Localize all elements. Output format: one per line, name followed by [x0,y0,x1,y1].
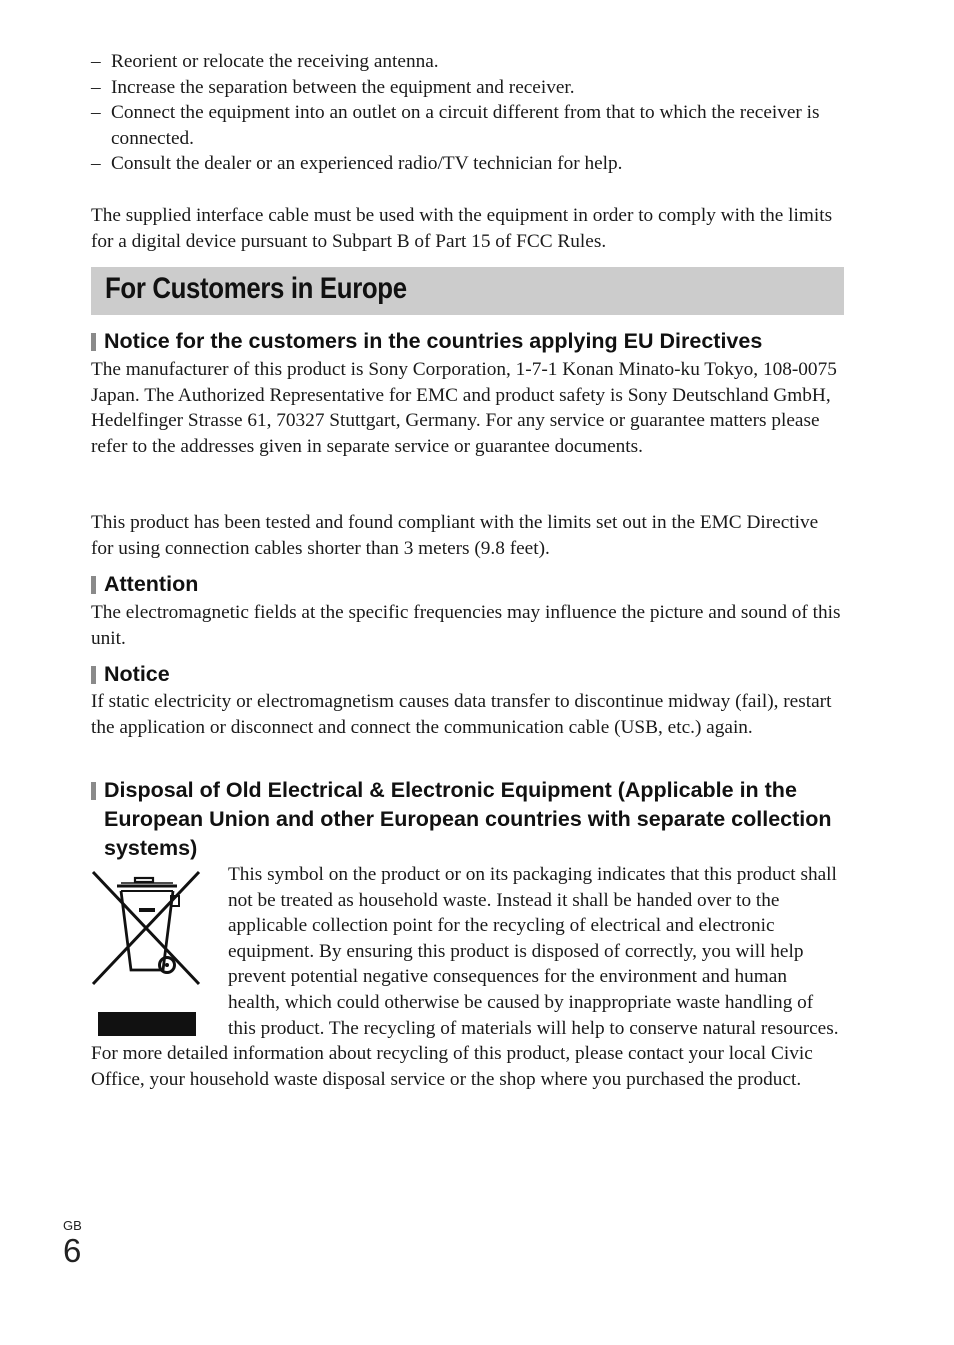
notice-heading [91,660,170,689]
section-title: For Customers in Europe [105,272,407,305]
attention-heading [91,570,198,599]
list-item [91,151,851,177]
region-code: GB [63,1218,82,1233]
interference-remedies-list [91,49,851,177]
eu-notice-heading-text: Notice for the customers in the countries applying EU Directives [104,329,763,353]
notice-heading-text: Notice [104,662,170,686]
heading-marker [91,576,96,594]
list-item-text: Increase the separation between the equipment and receiver. [111,76,575,98]
list-item-text: Consult the dealer or an experienced radio/TV technician for help. [111,153,623,175]
disposal-heading [91,776,851,863]
bullet-dash: – [91,102,101,124]
bullet-dash: – [91,153,101,175]
list-item-text: Reorient or relocate the receiving antenna. [111,51,439,72]
notice-paragraph: If static electricity or electromagnetism causes data transfer to discontinue midway (fail), restart the application or disconnect and connect the communication cable (USB, etc.) again. [91,691,832,738]
section-banner [91,267,844,315]
page-number: 6 [63,1232,82,1269]
list-item [91,75,851,101]
eu-notice-paragraph: The manufacturer of this product is Sony Corporation, 1-7-1 Konan Minato-ku Tokyo, 108-0075 Japan. The Authorized Representative for EMC and product safety is Sony Deutschland GmbH, Hedelfinger Strasse 61, 70327 Stuttgart, Germany. For any service or guarantee matters please refer to the addresses given in separate service or guarantee documents. [91,359,837,457]
attention-paragraph: The electromagnetic fields at the specific frequencies may influence the picture and sound of this unit. [91,602,841,649]
fcc-cable-note: The supplied interface cable must be used with the equipment in order to comply with the limits for a digital device pursuant to Subpart B of Part 15 of FCC Rules. [91,205,833,252]
page-folio [63,1219,82,1269]
disposal-paragraph-wrap [91,862,843,1092]
eu-notice-heading [91,327,851,356]
disposal-heading-text: Disposal of Old Electrical & Electronic Equipment (Applicable in the European Union and other European countries with separate collection systems) [104,778,832,860]
heading-marker [91,666,96,684]
heading-marker [91,782,96,800]
bullet-dash: – [91,76,101,98]
list-item [91,49,851,75]
emc-compliance-paragraph: This product has been tested and found compliant with the limits set out in the EMC Directive for using connection cables shorter than 3 meters (9.8 feet). [91,512,819,559]
attention-heading-text: Attention [104,572,199,596]
bullet-dash: – [91,51,101,72]
disposal-paragraph: This symbol on the product or on its packaging indicates that this product shall not be treated as household waste. Instead it shall be handed over to the applicable collection point for the recycling of electrical and electronic equipment. By ensuring this product is disposed of correctly, you will help prevent potential negative consequences for the environment and human health, which could otherwise be caused by inappropriate waste handling of this product. The recycling of materials will help to conserve natural resources. For more detailed information about recycling of this product, please contact your local Civic Office, your household waste disposal service or the shop where you purchased the product. [91,864,839,1090]
icon-float-spacer [91,862,228,1040]
heading-marker [91,333,96,351]
list-item-text: Connect the equipment into an outlet on a circuit different from that to which the receiver is connected. [111,102,820,149]
list-item [91,100,851,151]
